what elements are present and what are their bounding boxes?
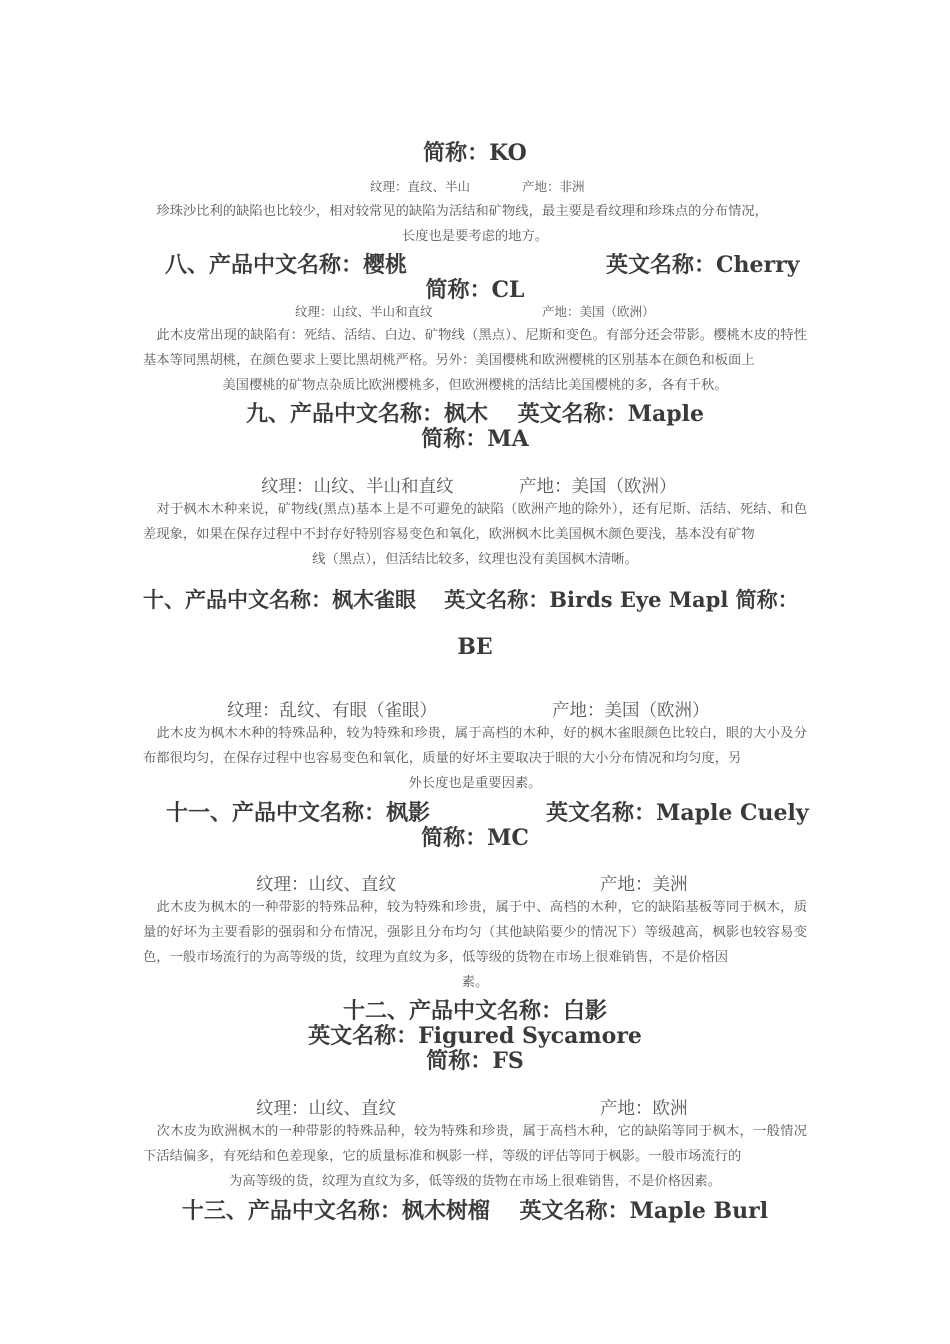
abbr-fs: 简称：FS [426, 1048, 524, 1074]
abbr-ko: 简称：KO [423, 140, 527, 166]
desc-cherry-last: 美国樱桃的矿物点杂质比欧洲樱桃多，但欧洲樱桃的活结比美国樱桃的多，各有千秋。 [222, 378, 728, 393]
desc-maple-main: 对于枫木木种来说，矿物线(黑点)基本上是不可避免的缺陷（欧洲产地的除外），还有尼斯、活结、死结、和色差现象，如果在保存过程中不封存好特别容易变色和氧化，欧洲枫木比美国枫木颜色要浅，基本没有矿物 [143, 502, 807, 542]
heading-maple-curly-en: 英文名称：Maple Cuely [546, 800, 809, 826]
desc-ko [143, 199, 807, 249]
desc-maple [143, 497, 807, 572]
texture-maple-curly: 纹理：山纹、直纹 [256, 875, 396, 895]
desc-birds-eye-last: 外长度也是重要因素。 [408, 776, 542, 791]
origin-sycamore: 产地：欧洲 [600, 1099, 688, 1119]
texture-ko: 纹理：直纹、半山 [370, 179, 471, 194]
texture-maple: 纹理：山纹、半山和直纹 [261, 477, 454, 497]
desc-maple-last: 线（黑点），但活结比较多，纹理也没有美国枫木清晰。 [312, 552, 638, 567]
desc-sycamore-main: 次木皮为欧洲枫木的一种带影的特殊品种，较为特殊和珍贵，属于高档木种，它的缺陷等同于枫木，一般情况下活结偏多，有死结和色差现象，它的质量标准和枫影一样，等级的评估等同于枫影。一般市场流行的 [143, 1124, 807, 1164]
desc-maple-curly-main: 此木皮为枫木的一种带影的特殊品种，较为特殊和珍贵，属于中、高档的木种，它的缺陷基板等同于枫木，质量的好坏为主要看影的强弱和分布情况，强影且分布均匀（其他缺陷要少的情况下）等级越高，枫影也较容易变色，一般市场流行的为高等级的货，纹理为直纹为多，低等级的货物在市场上很难销售，不是价格因 [143, 900, 807, 965]
desc-maple-curly [143, 895, 807, 995]
texture-cherry: 纹理：山纹、半山和直纹 [295, 304, 433, 319]
texture-birds-eye: 纹理：乱纹、有眼（雀眼） [227, 701, 437, 721]
heading-maple-burl: 十三、产品中文名称：枫木树榴 英文名称：Maple Burl [181, 1198, 769, 1224]
desc-cherry [143, 323, 807, 398]
desc-sycamore-last: 为高等级的货，纹理为直纹为多，低等级的货物在市场上很难销售，不是价格因素。 [229, 1174, 721, 1189]
abbr-cl: 简称：CL [425, 277, 525, 303]
origin-birds-eye: 产地：美国（欧洲） [552, 701, 710, 721]
heading-maple-curly-cn: 十一、产品中文名称：枫影 [166, 800, 431, 826]
origin-maple: 产地：美国（欧洲） [519, 477, 677, 497]
desc-ko-main: 珍珠沙比利的缺陷也比较少，相对较常见的缺陷为活结和矿物线，最主要是看纹理和珍珠点的分布情况， [143, 204, 768, 219]
abbr-mc: 简称：MC [421, 825, 529, 851]
heading-cherry-cn: 八、产品中文名称：樱桃 [165, 252, 408, 278]
heading-cherry-en: 英文名称：Cherry [606, 252, 800, 278]
desc-birds-eye-main: 此木皮为枫木木种的特殊品种，较为特殊和珍贵，属于高档的木种，好的枫木雀眼颜色比较白，眼的大小及分布都很均匀，在保存过程中也容易变色和氧化，质量的好坏主要取决于眼的大小分布情况和均匀度，另 [143, 726, 807, 766]
desc-sycamore [143, 1119, 807, 1194]
abbr-ma: 简称：MA [421, 426, 529, 452]
heading-sycamore-cn: 十二、产品中文名称：白影 [342, 998, 607, 1024]
desc-ko-last: 长度也是要考虑的地方。 [401, 229, 549, 244]
desc-maple-curly-last: 素。 [461, 975, 489, 990]
texture-sycamore: 纹理：山纹、直纹 [256, 1099, 396, 1119]
origin-cherry: 产地：美国（欧洲） [542, 304, 655, 319]
desc-birds-eye [143, 721, 807, 796]
heading-sycamore-en: 英文名称：Figured Sycamore [308, 1023, 642, 1049]
abbr-be: BE [457, 634, 493, 660]
heading-maple: 九、产品中文名称：枫木 英文名称：Maple [245, 401, 704, 427]
desc-cherry-main: 此木皮常出现的缺陷有：死结、活结、白边、矿物线（黑点）、尼斯和变色。有部分还会带影。樱桃木皮的特性基本等同黑胡桃，在颜色要求上要比黑胡桃严格。另外：美国樱桃和欧洲樱桃的区别基本在颜色和板面上 [143, 328, 807, 368]
heading-birds-eye: 十、产品中文名称：枫木雀眼 英文名称：Birds Eye Mapl 简称： [143, 587, 799, 612]
origin-maple-curly: 产地：美洲 [600, 875, 688, 895]
origin-ko: 产地：非洲 [522, 179, 585, 194]
